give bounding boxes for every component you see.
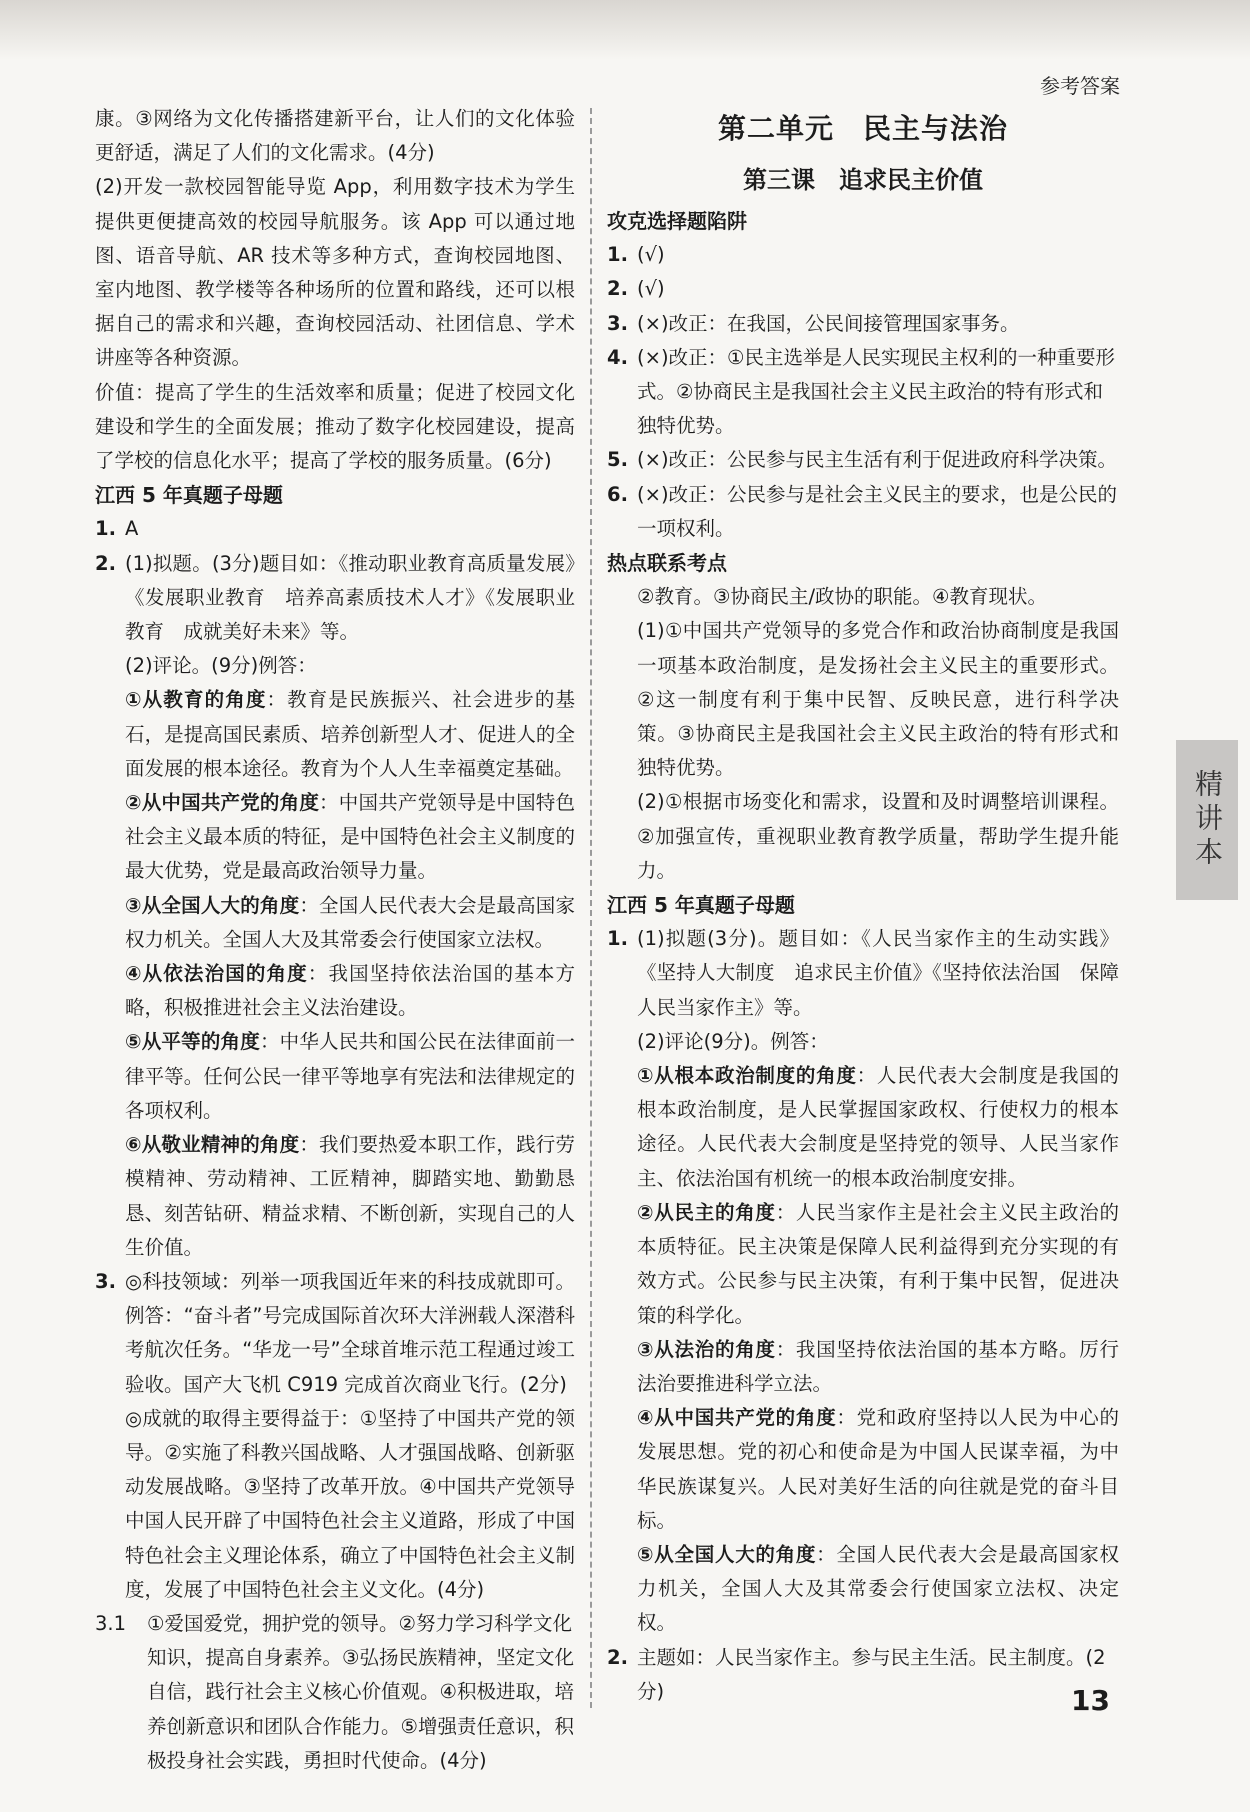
page-number: 13 (1071, 1684, 1110, 1717)
item-number: 2. (607, 277, 628, 301)
page-top-shadow (0, 0, 1250, 60)
point-heading: ②从中国共产党的角度 (125, 791, 320, 815)
point-text: ：中华人民共和国公民在法律面前一律平等。任何公民一律平等地享有宪法和法律规定的各项权利。 (125, 1030, 575, 1122)
answer-line: ◎成就的取得主要得益于：①坚持了中国共产党的领导。②实施了科教兴国战略、人才强国战略、创新驱动发展战略。③坚持了改革开放。④中国共产党领导中国人民开辟了中国特色社会主义道路，形成了中国特色社会主义理论体系，确立了中国特色社会主义制度，发展了中国特色社会主义文化。(4分) (125, 1406, 575, 1601)
section-heading: 热点联系考点 (607, 551, 727, 576)
item-text: (×)改正：公民参与民主生活有利于促进政府科学决策。 (637, 448, 1118, 472)
point-text: ：全国人民代表大会是最高国家权力机关。全国人大及其常委会行使国家立法权。 (125, 893, 575, 951)
left-column (95, 102, 575, 1778)
side-tab: 精讲本 (1176, 740, 1238, 900)
point-text: ：教育是民族振兴、社会进步的基石，是提高国民素质、培养创新型人才、促进人的全面发展的根本途径。教育为个人人生幸福奠定基础。 (125, 688, 575, 780)
right-column (607, 102, 1119, 1709)
point-heading: ⑥从敬业精神的角度 (125, 1133, 300, 1157)
answer-item (607, 341, 1119, 444)
answer-line: (1)拟题。(3分)题目如：《推动职业教育高质量发展》《发展职业教育 培养高素质技术人才》《发展职业教育 成就美好未来》等。 (125, 551, 575, 644)
item-number: 3. (607, 311, 628, 335)
item-number: 3.1 (95, 1611, 127, 1635)
item-number: 1. (95, 517, 116, 541)
answer-point (125, 1025, 575, 1128)
answer-point (637, 1401, 1119, 1538)
answer-line: (2)评论(9分)。例答： (637, 1029, 829, 1053)
point-text: ：中国共产党领导是中国特色社会主义最本质的特征，是中国特色社会主义制度的最大优势，党是最高政治领导力量。 (125, 791, 575, 883)
item-number: 5. (607, 448, 628, 472)
answer-item (607, 238, 1119, 272)
answer-item (95, 547, 575, 1265)
point-heading: ④从中国共产党的角度 (637, 1406, 837, 1430)
answer-point (125, 786, 575, 889)
answer-point (125, 683, 575, 786)
answer-line: ◎科技领域：列举一项我国近年来的科技成就即可。例答：“奋斗者”号完成国际首次环大洋洲载人深潜科考航次任务。“华龙一号”全球首堆示范工程通过竣工验收。国产大飞机 C919 完成首次商业飞行。(2分) (125, 1269, 575, 1396)
point-text: ：我国坚持依法治国的基本方略。厉行法治要推进科学立法。 (637, 1337, 1119, 1395)
item-text: 主题如：人民当家作主。参与民主生活。民主制度。(2分) (637, 1645, 1106, 1703)
answer-line: (2)评论。(9分)例答： (125, 654, 317, 678)
point-heading: ⑤从平等的角度 (125, 1030, 260, 1054)
continued-paragraph: 康。③网络为文化传播搭建新平台，让人们的文化体验更舒适，满足了人们的文化需求。(4分) (95, 107, 575, 165)
point-heading: ⑤从全国人大的角度 (637, 1542, 817, 1566)
item-number: 4. (607, 345, 628, 369)
point-heading: ③从全国人大的角度 (125, 893, 300, 917)
lesson-title: 第三课 追求民主价值 (743, 166, 983, 194)
item-number: 1. (607, 927, 628, 951)
section-heading: 江西 5 年真题子母题 (95, 483, 283, 508)
answer-point (125, 957, 575, 1025)
item-number: 2. (607, 1645, 628, 1669)
point-heading: ①从教育的角度 (125, 688, 267, 712)
answer-item (95, 1265, 575, 1607)
item-number: 1. (607, 243, 628, 267)
point-text: ：党和政府坚持以人民为中心的发展思想。党的初心和使命是为中国人民谋幸福，为中华民族谋复兴。人民对美好生活的向往就是党的奋斗目标。 (637, 1406, 1119, 1532)
answer-item (95, 512, 575, 546)
section-heading: 攻克选择题陷阱 (607, 209, 747, 233)
item-text: ①爱国爱党，拥护党的领导。②努力学习科学文化知识，提高自身素养。③弘扬民族精神，坚定文化自信，践行社会主义核心价值观。④积极进取，培养创新意识和团队合作能力。⑤增强责任意识，积极投身社会实践，勇担时代使命。(4分) (147, 1611, 574, 1772)
answer-item (607, 272, 1119, 306)
answer-item (607, 307, 1119, 341)
answer-point (637, 1333, 1119, 1401)
item-number: 2. (95, 551, 116, 575)
item-text: (×)改正：公民参与是社会主义民主的要求，也是公民的一项权利。 (637, 482, 1118, 540)
point-heading: ④从依法治国的角度 (125, 962, 308, 986)
item-text: (×)改正：在我国，公民间接管理国家事务。 (637, 311, 1020, 335)
unit-title: 第二单元 民主与法治 (717, 112, 1008, 145)
answer-point (637, 1059, 1119, 1196)
item-number: 3. (95, 1269, 116, 1293)
answer-item (607, 922, 1119, 1640)
answer-point (125, 1128, 575, 1265)
item-text: (×)改正：①民主选举是人民实现民主权利的一种重要形式。②协商民主是我国社会主义民主政治的特有形式和独特优势。 (637, 345, 1116, 438)
point-text: ：人民代表大会制度是我国的根本政治制度，是人民掌握国家政权、行使权力的根本途径。人民代表大会制度是坚持党的领导、人民当家作主、依法治国有机统一的根本政治制度安排。 (637, 1064, 1119, 1190)
item-text (125, 1265, 575, 1607)
hotspot-paragraph: (2)①根据市场变化和需求，设置和及时调整培训课程。②加强宣传，重视职业教育教学质量，帮助学生提升能力。 (637, 790, 1119, 882)
item-text: (√) (637, 243, 665, 267)
answer-item (607, 478, 1119, 546)
answer-point (637, 1538, 1119, 1641)
section-heading: 江西 5 年真题子母题 (607, 893, 795, 918)
point-text: ：人民当家作主是社会主义民主政治的本质特征。民主决策是保障人民利益得到充分实现的有效方式。公民参与民主决策，有利于集中民智，促进决策的科学化。 (637, 1200, 1119, 1327)
item-text (637, 922, 1119, 1640)
header-label: 参考答案 (1040, 74, 1120, 98)
answer-item (95, 1607, 575, 1778)
hotspot-paragraph: (1)①中国共产党领导的多党合作和政治协商制度是我国一项基本政治制度，是发扬社会主义民主的重要形式。②这一制度有利于集中民智、反映民意，进行科学决策。③协商民主是我国社会主义民主政治的特有形式和独特优势。 (637, 619, 1119, 780)
point-text: ：我们要热爱本职工作，践行劳模精神、劳动精神、工匠精神，脚踏实地、勤勤恳恳、刻苦钻研、精益求精、不断创新，实现自己的人生价值。 (125, 1133, 575, 1259)
point-text: ：全国人民代表大会是最高国家权力机关，全国人大及其常委会行使国家立法权、决定权。 (637, 1542, 1119, 1635)
item-text: (√) (637, 277, 665, 301)
answer-point (125, 889, 575, 957)
point-heading: ③从法治的角度 (637, 1337, 776, 1361)
answer-line: (1)拟题(3分)。题目如：《人民当家作主的生动实践》《坚持人大制度 追求民主价值》《坚持依法治国 保障人民当家作主》等。 (637, 927, 1119, 1019)
item-text (125, 547, 575, 1265)
point-text: ：我国坚持依法治国的基本方略，积极推进社会主义法治建设。 (125, 962, 575, 1020)
point-heading: ②从民主的角度 (637, 1200, 776, 1224)
hotspot-paragraph: ②教育。③协商民主/政协的职能。④教育现状。 (637, 585, 1048, 609)
answer-item (607, 443, 1119, 477)
answer-point (637, 1196, 1119, 1333)
point-heading: ①从根本政治制度的角度 (637, 1064, 857, 1088)
continued-paragraph: 价值：提高了学生的生活效率和质量；促进了校园文化建设和学生的全面发展；推动了数字化校园建设，提高了学校的信息化水平；提高了学校的服务质量。(6分) (95, 380, 575, 473)
column-divider (590, 108, 592, 1708)
item-text: A (125, 517, 139, 541)
item-number: 6. (607, 482, 628, 506)
continued-paragraph: (2)开发一款校园智能导览 App，利用数字技术为学生提供更便捷高效的校园导航服务。该 App 可以通过地图、语音导航、AR 技术等多种方式，查询校园地图、室内地图、教学楼等各种场所的位置和路线，还可以根据自己的需求和兴趣，查询校园活动、社团信息、学术讲座等各种资源。 (95, 175, 575, 370)
answer-item (607, 1641, 1119, 1709)
